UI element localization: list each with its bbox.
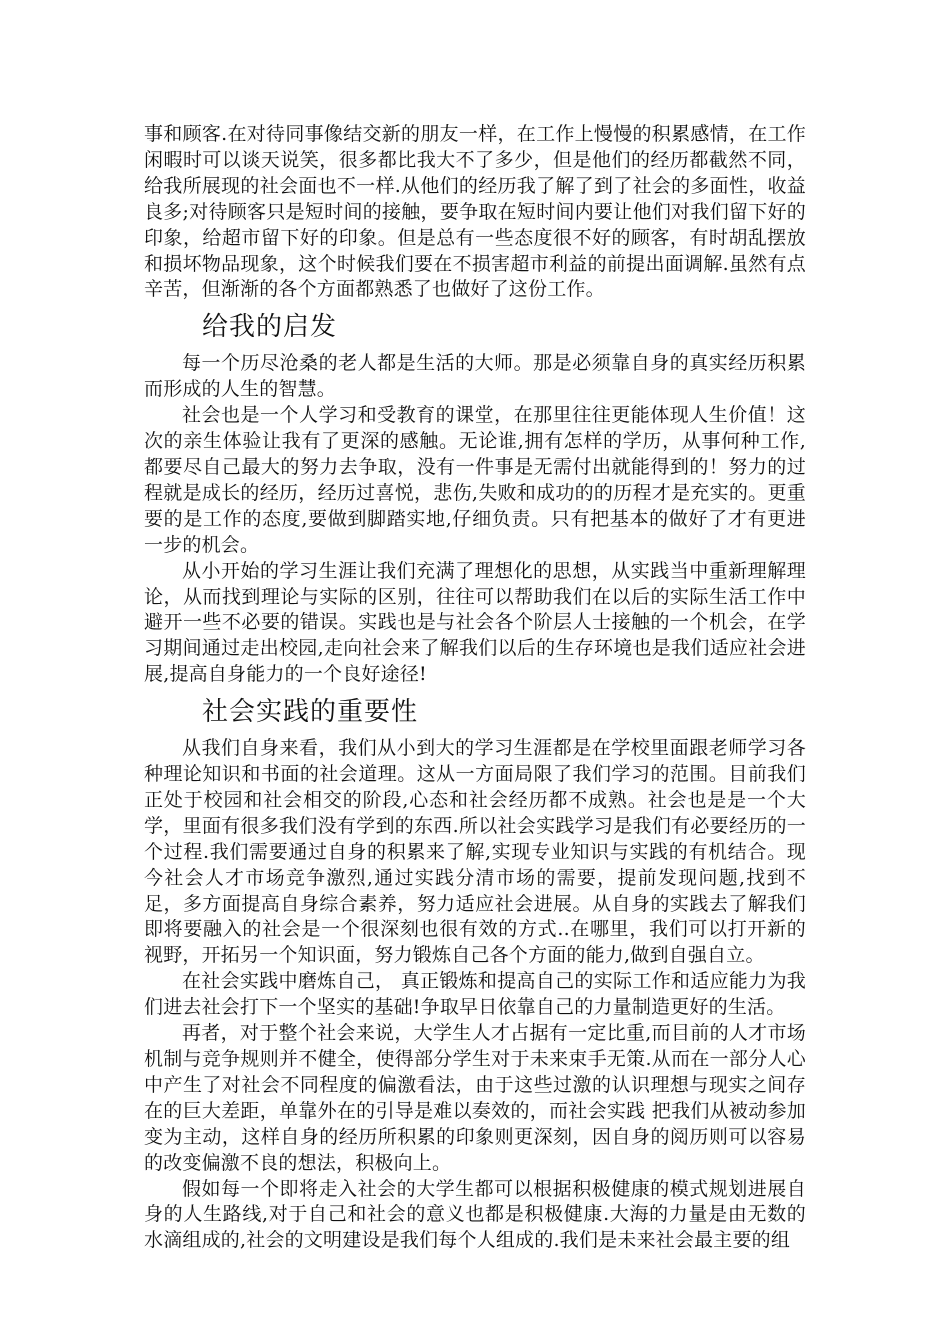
body-paragraph: 社会也是一个人学习和受教育的课堂，在那里往往更能体现人生价值！这次的亲生体验让我有了更深的感触。无论谁,拥有怎样的学历，从事何种工作,都要尽自己最大的努力去争取，没有一件事是无需付出就能得到的！努力的过程就是成长的经历，经历过喜悦，悲伤,失败和成功的的历程才是充实的。更重要的是工作的态度,要做到脚踏实地,仔细负责。只有把基本的做好了才有更进一步的机会。: [144, 404, 806, 556]
section-heading-importance: 社会实践的重要性: [202, 697, 419, 728]
intro-paragraph: 事和顾客.在对待同事像结交新的朋友一样，在工作上慢慢的积累感情，在工作闲暇时可以谈天说笑，很多都比我大不了多少，但是他们的经历都截然不同，给我所展现的社会面也不一样.从他们的经历我了解了到了社会的多面性，收益良多;对待顾客只是短时间的接触，要争取在短时间内要让他们对我们留下好的印象，给超市留下好的印象。但是总有一些态度很不好的顾客，有时胡乱摆放和损坏物品现象，这个时候我们要在不损害超市利益的前提出面调解.虽然有点辛苦，但渐渐的各个方面都熟悉了也做好了这份工作。: [144, 123, 806, 301]
document-page: [144, 122, 806, 1254]
body-paragraph: 从我们自身来看，我们从小到大的学习生涯都是在学校里面跟老师学习各种理论知识和书面的社会道理。这从一方面局限了我们学习的范围。目前我们正处于校园和社会相交的阶段,心态和社会经历都不成熟。社会也是是一个大学，里面有很多我们没有学到的东西.所以社会实践学习是我们有必要经历的一个过程.我们需要通过自身的积累来了解,实现专业知识与实践的有机结合。现今社会人才市场竞争激烈,通过实践分清市场的需要，提前发现问题,找到不足，多方面提高自身综合素养，努力适应社会进展。从自身的实践去了解我们即将要融入的社会是一个很深刻也很有效的方式..在哪里，我们可以打开新的视野，开拓另一个知识面，努力锻炼自己各个方面的能力,做到自强自立。: [144, 737, 806, 967]
body-paragraph: 再者，对于整个社会来说，大学生人才占据有一定比重,而目前的人才市场机制与竞争规则并不健全，使得部分学生对于未来束手无策.从而在一部分人心中产生了对社会不同程度的偏激看法，由于这些过激的认识理想与现实之间存在的巨大差距，单靠外在的引导是难以奏效的，而社会实践 把我们从被动参加变为主动，这样自身的经历所积累的印象则更深刻，因自身的阅历则可以容易的改变偏激不良的想法，积极向上。: [144, 1022, 806, 1174]
body-paragraph: 假如每一个即将走入社会的大学生都可以根据积极健康的模式规划进展自身的人生路线,对于自己和社会的意义也都是积极健康.大海的力量是由无数的水滴组成的,社会的文明建设是我们每个人组成的.我们是未来社会最主要的组: [144, 1177, 806, 1252]
body-paragraph: 从小开始的学习生涯让我们充满了理想化的思想，从实践当中重新理解理论，从而找到理论与实际的区别，往往可以帮助我们在以后的实际生活工作中避开一些不必要的错误。实践也是与社会各个阶层人士接触的一个机会，在学习期间通过走出校园,走向社会来了解我们以后的生存环境也是我们适应社会进展,提高自身能力的一个良好途径!: [144, 559, 806, 686]
body-paragraph: 每一个历尽沧桑的老人都是生活的大师。那是必须靠自身的真实经历积累而形成的人生的智慧。: [144, 352, 806, 401]
body-paragraph: 在社会实践中磨炼自己， 真正锻炼和提高自己的实际工作和适应能力为我们进去社会打下一个坚实的基础!争取早日依靠自己的力量制造更好的生活。: [144, 970, 806, 1019]
section-heading-inspiration: 给我的启发: [202, 312, 338, 343]
